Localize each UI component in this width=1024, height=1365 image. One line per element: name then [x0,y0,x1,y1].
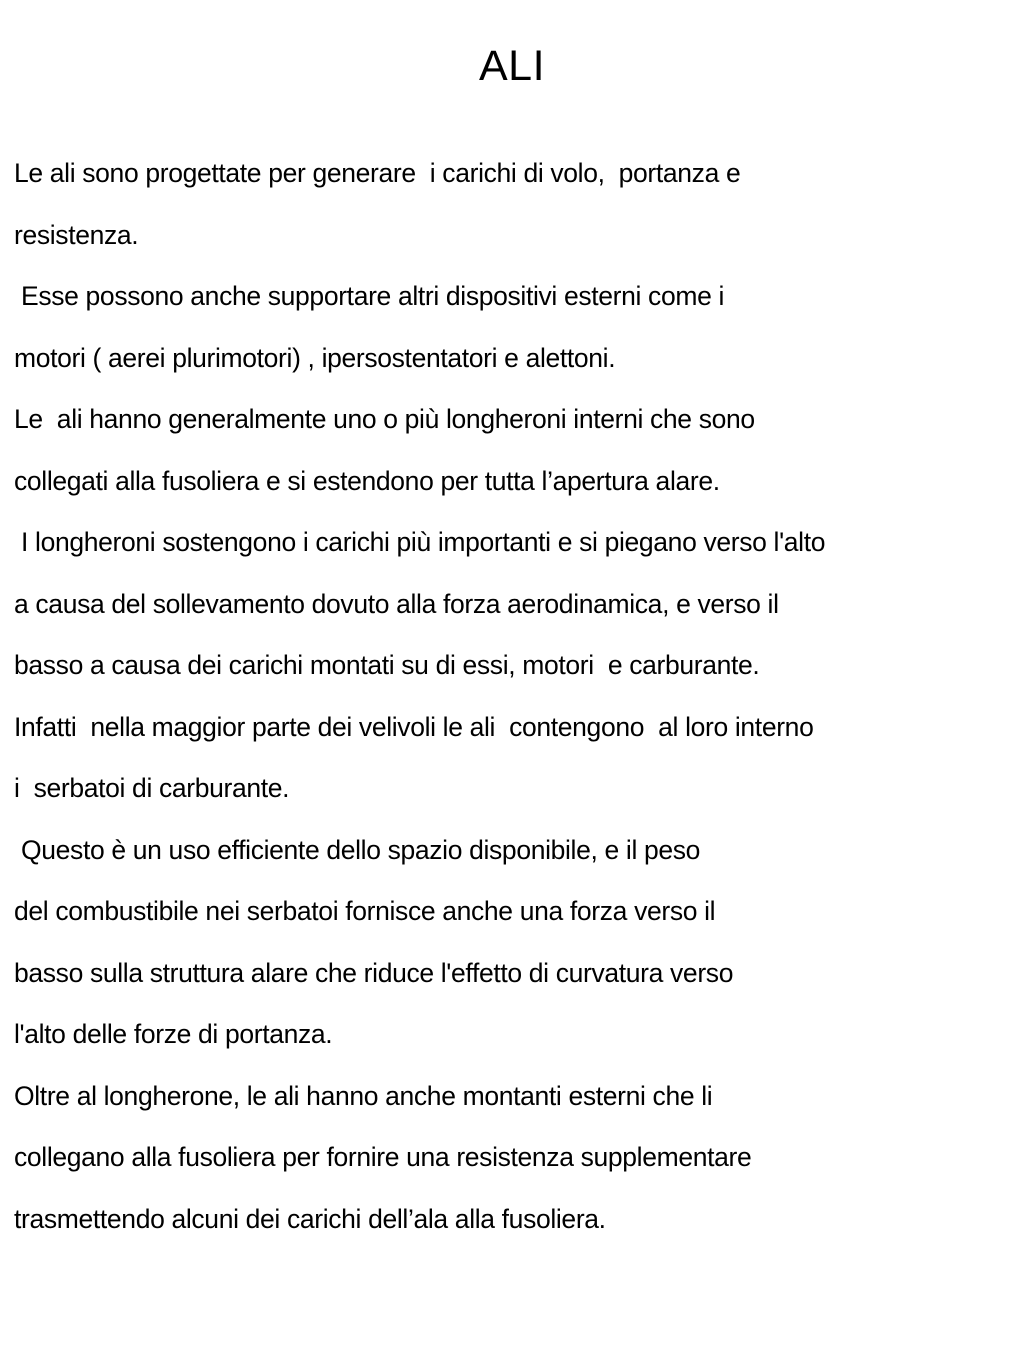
text-line: basso a causa dei carichi montati su di essi, motori e carburante. [14,650,760,680]
text-line: i serbatoi di carburante. [14,773,290,803]
text-line: l'alto delle forze di portanza. [14,1019,333,1049]
text-line: a causa del sollevamento dovuto alla forza aerodinamica, e verso il [14,588,779,619]
text-line: I longheroni sostengono i carichi più importanti e si piegano verso l'alto [14,527,826,557]
text-line: trasmettendo alcuni dei carichi dell’ala alla fusoliera. [14,1203,606,1234]
text-line: resistenza. [14,219,139,250]
text-line: Questo è un uso efficiente dello spazio disponibile, e il peso [14,834,701,865]
text-line: collegati alla fusoliera e si estendono per tutta l’apertura alare. [14,465,720,496]
text-line: Infatti nella maggior parte dei velivoli le ali contengono al loro interno [14,711,814,742]
text-line: del combustibile nei serbatoi fornisce anche una forza verso il [14,896,716,926]
text-line: basso sulla struttura alare che riduce l'effetto di curvatura verso [14,957,734,988]
text-line: collegano alla fusoliera per fornire una resistenza supplementare [14,1142,752,1172]
body-text [14,143,1019,1250]
text-line: Oltre al longherone, le ali hanno anche montanti esterni che li [14,1080,713,1111]
page-title: ALI [478,42,546,90]
text-line: Le ali sono progettate per generare i carichi di volo, portanza e [14,158,741,188]
text-line: Le ali hanno generalmente uno o più longheroni interni che sono [14,404,755,434]
text-line: Esse possono anche supportare altri dispositivi esterni come i [14,281,725,311]
text-line: motori ( aerei plurimotori) , ipersostentatori e alettoni. [14,342,616,373]
